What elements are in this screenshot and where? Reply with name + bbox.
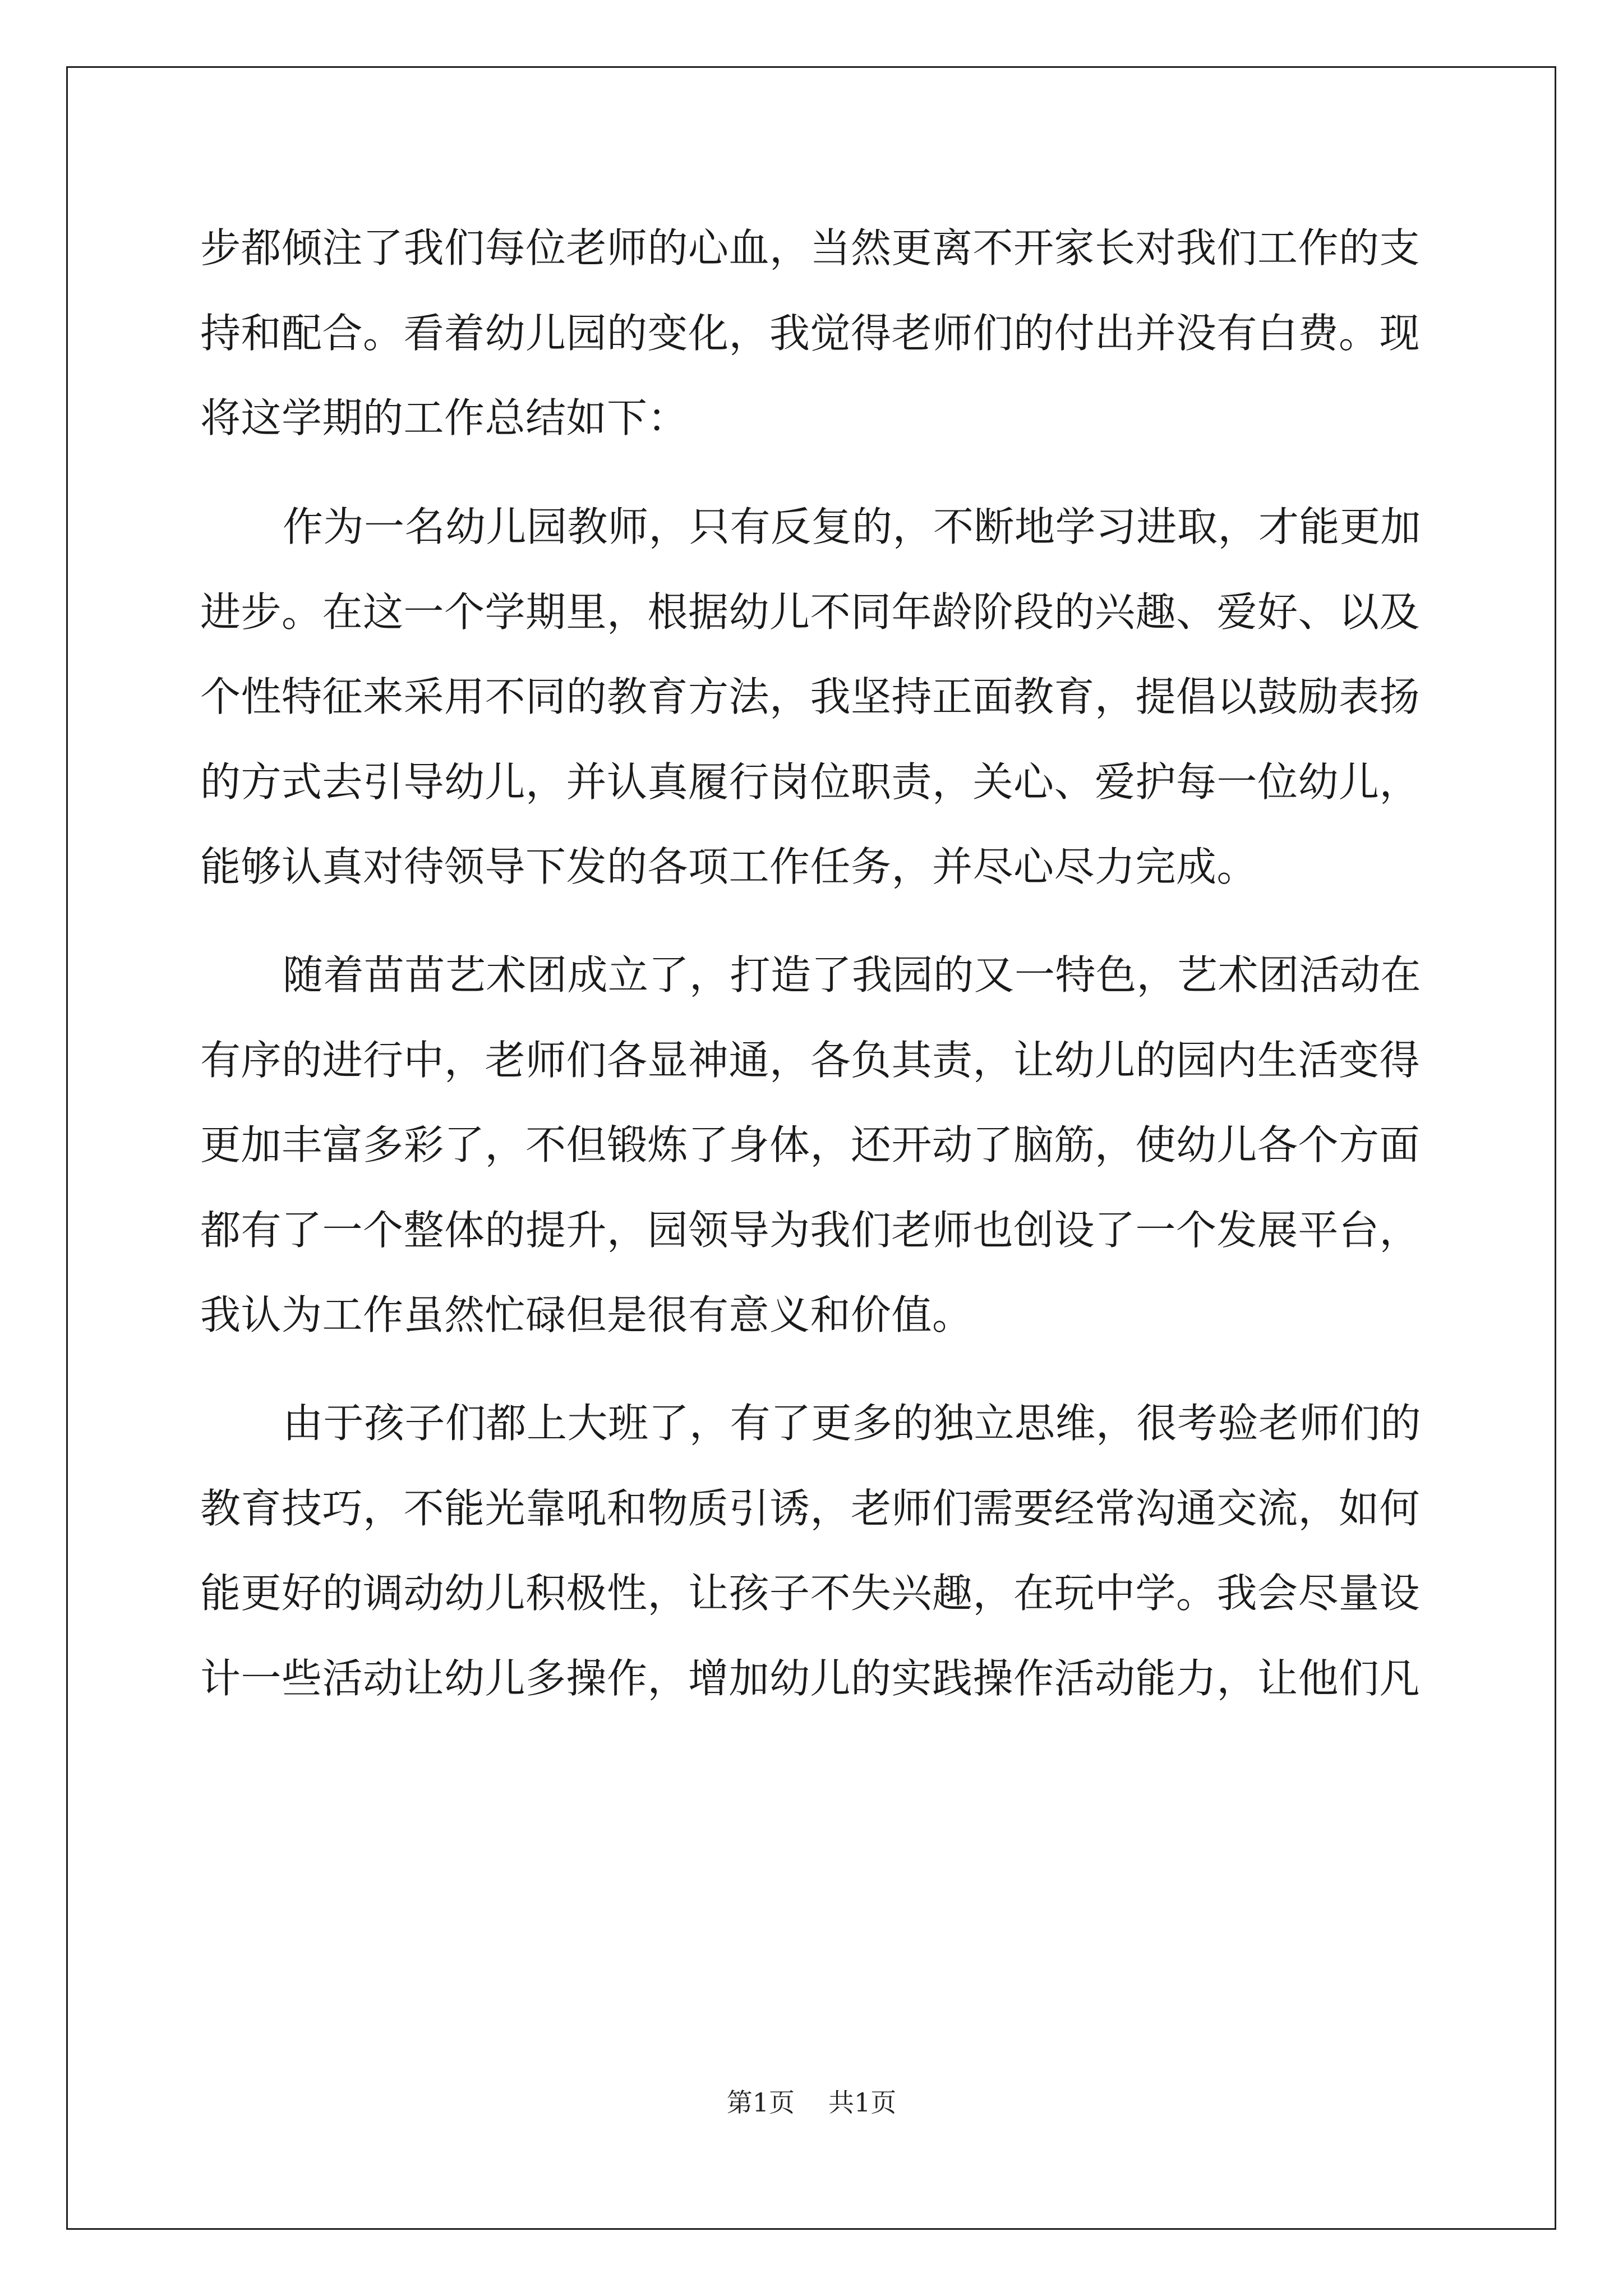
text-line: 教育技巧，不能光靠吼和物质引诱，老师们需要经常沟通交流，如何 [200, 1485, 1421, 1532]
text-line: 的方式去引导幼儿，并认真履行岗位职责，关心、爱护每一位幼儿， [200, 758, 1421, 806]
text-line: 计一些活动让幼儿多操作，增加幼儿的实践操作活动能力，让他们凡 [200, 1655, 1421, 1702]
text-line: 将这学期的工作总结如下： [200, 394, 689, 441]
text-line: 能更好的调动幼儿积极性，让孩子不失兴趣，在玩中学。我会尽量设 [200, 1570, 1421, 1617]
text-line: 有序的进行中，老师们各显神通，各负其责，让幼儿的园内生活变得 [200, 1037, 1421, 1084]
text-line: 都有了一个整体的提升，园领导为我们老师也创设了一个发展平台， [200, 1207, 1421, 1254]
text-line: 进步。在这一个学期里，根据幼儿不同年龄阶段的兴趣、爱好、以及 [200, 588, 1421, 636]
text-line: 能够认真对待领导下发的各项工作任务，并尽心尽力完成。 [200, 843, 1258, 890]
text-line: 更加丰富多彩了，不但锻炼了身体，还开动了脑筋，使幼儿各个方面 [200, 1121, 1421, 1168]
paragraph-first-line: 作为一名幼儿园教师，只有反复的，不断地学习进取，才能更加 [283, 503, 1422, 550]
text-line: 持和配合。看着幼儿园的变化，我觉得老师们的付出并没有白费。现 [200, 310, 1421, 357]
text-line: 个性特征来采用不同的教育方法，我坚持正面教育，提倡以鼓励表扬 [200, 673, 1421, 720]
page-number: 第1页 [726, 2087, 795, 2118]
text-line: 步都倾注了我们每位老师的心血，当然更离不开家长对我们工作的支 [200, 224, 1421, 272]
page-total: 共1页 [828, 2087, 897, 2118]
page-footer [0, 2086, 1623, 2119]
paragraph-first-line: 随着苗苗艺术团成立了，打造了我园的又一特色，艺术团活动在 [283, 951, 1422, 999]
text-line: 我认为工作虽然忙碌但是很有意义和价值。 [200, 1291, 973, 1338]
paragraph-first-line: 由于孩子们都上大班了，有了更多的独立思维，很考验老师们的 [283, 1400, 1422, 1447]
